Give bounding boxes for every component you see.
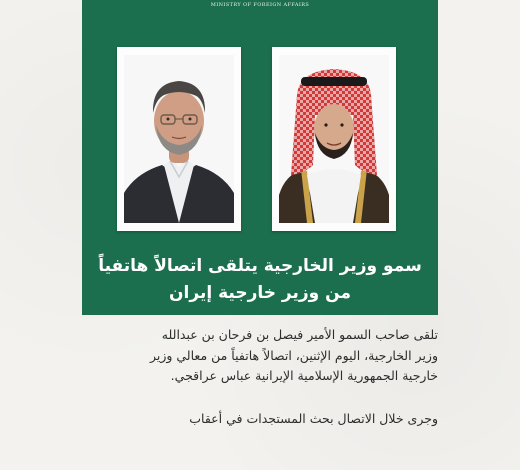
paragraph-1-line-2: وزير الخارجية، اليوم الإثنين، اتصالاً هاتفياً من معالي وزير	[149, 347, 438, 363]
news-card	[82, 0, 438, 315]
article-body	[82, 325, 438, 429]
paragraph-2	[82, 409, 438, 430]
paragraph-1-line-1: تلقى صاحب السمو الأمير فيصل بن فرحان بن عبدالله	[161, 327, 438, 342]
paragraph-2-line-1: وجرى خلال الاتصال بحث المستجدات في أعقاب	[189, 410, 438, 426]
saudi-minister-photo-frame	[272, 47, 396, 231]
headline-line-1: سمو وزير الخارجية يتلقى اتصالاً هاتفياً	[98, 256, 422, 276]
saudi-minister-portrait	[279, 55, 389, 223]
iranian-minister-portrait	[124, 55, 234, 223]
ministry-label: MINISTRY OF FOREIGN AFFAIRS	[210, 2, 310, 8]
iranian-minister-photo-frame	[117, 47, 241, 231]
headline-line-2: من وزير خارجية إيران	[169, 283, 351, 303]
person-portrait-icon	[279, 55, 389, 223]
paragraph-1	[82, 325, 438, 387]
person-portrait-icon	[124, 55, 234, 223]
paragraph-1-line-3: خارجية الجمهورية الإسلامية الإيرانية عباس عراقجي.	[170, 368, 438, 383]
headline	[92, 253, 428, 307]
